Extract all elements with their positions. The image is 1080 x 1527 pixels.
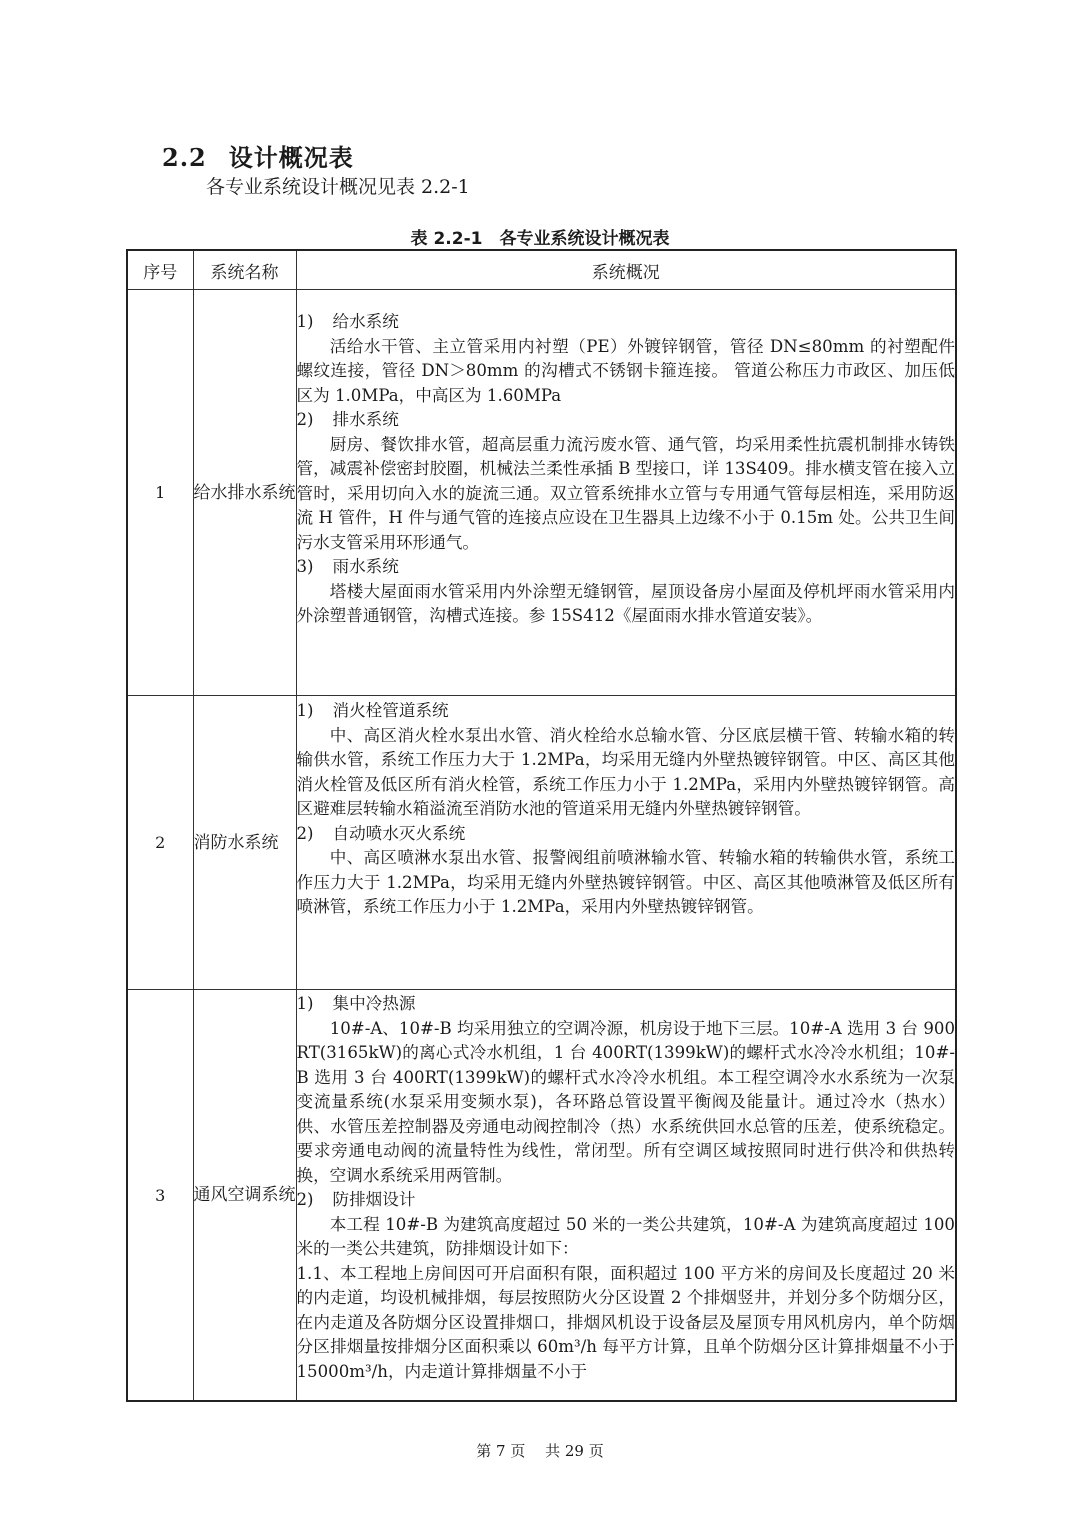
header-desc: 系统概况 (296, 250, 956, 290)
item-marker: 1) (296, 312, 314, 331)
design-overview-table (126, 249, 957, 1402)
item-title: 雨水系统 (332, 557, 399, 576)
table-caption: 表 2.2-1 各专业系统设计概况表 (410, 229, 670, 249)
item-marker: 2) (296, 823, 314, 843)
item-body: 本工程 10#-B 为建筑高度超过 50 米的一类公共建筑，10#-A 为建筑高度超过 100 米的一类公共建筑，防排烟设计如下： (296, 1214, 955, 1258)
item-heading (297, 822, 956, 847)
row-number: 3 (127, 990, 193, 1402)
item-marker: 2) (296, 1190, 314, 1209)
item-title: 集中冷热源 (332, 994, 416, 1013)
item-marker: 1) (296, 701, 314, 720)
system-name: 消防水系统 (193, 696, 296, 990)
item-marker: 2) (296, 410, 314, 429)
item-body: 1.1、本工程地上房间因可开启面积有限，面积超过 100 平方米的房间及长度超过 20 米的内走道，均设机械排烟，每层按照防火分区设置 2 个排烟竖井，并划分多个防烟分区，在内走道及各防烟分区设置排烟口，排烟风机设于设备层及屋顶专用风机房内，单个防烟分区排烟量按排烟分区面积乘以 60m³/h 每平方计算，且单个防烟分区计算排烟量不小于 15000m³/h，内走道计算排烟量不小于 (296, 1263, 955, 1381)
item-title: 自动喷水灭火系统 (332, 823, 466, 843)
item-heading (297, 992, 956, 1017)
table-header-row (127, 250, 956, 290)
item-body: 中、高区喷淋水泵出水管、报警阀组前喷淋输水管、转输水箱的转输供水管，系统工作压力大于 1.2MPa，均采用无缝内外壁热镀锌钢管。中区、高区其他喷淋管及低区所有喷淋管，系统工作压力小于 1.2MPa，采用内外壁热镀锌钢管。 (296, 848, 955, 916)
row-number: 2 (127, 696, 193, 990)
section-heading (162, 138, 354, 173)
item-marker: 1) (296, 994, 314, 1013)
system-name: 给水排水系统 (193, 290, 296, 696)
item-marker: 3) (296, 557, 314, 576)
item-heading (297, 408, 956, 433)
table-row (127, 990, 956, 1402)
section-intro: 各专业系统设计概况见表 2.2-1 (206, 176, 470, 198)
item-title: 消火栓管道系统 (332, 701, 449, 720)
item-title: 排水系统 (332, 410, 399, 429)
system-overview (296, 696, 956, 990)
system-overview (296, 990, 956, 1402)
section-title: 设计概况表 (228, 143, 354, 172)
item-heading (297, 310, 956, 335)
table-row (127, 696, 956, 990)
item-heading (297, 699, 956, 724)
page-footer: 第 7 页 共 29 页 (476, 1442, 604, 1460)
item-heading (297, 555, 956, 580)
table-row (127, 290, 956, 696)
row-number: 1 (127, 290, 193, 696)
item-body: 中、高区消火栓水泵出水管、消火栓给水总输水管、分区底层横干管、转输水箱的转输供水管，系统工作压力大于 1.2MPa，均采用无缝内外壁热镀锌钢管。中区、高区其他消火栓管及低区所有消火栓管，系统工作压力小于 1.2MPa，采用内外壁热镀锌钢管。高区避难层转输水箱溢流至消防水池的管道采用无缝内外壁热镀锌钢管。 (296, 725, 955, 818)
item-body: 厨房、餐饮排水管，超高层重力流污废水管、通气管，均采用柔性抗震机制排水铸铁管，减震补偿密封胶圈，机械法兰柔性承插 B 型接口，详 13S409。排水横支管在接入立管时，采用切向入水的旋流三通。双立管系统排水立管与专用通气管每层相连，采用防返流 H 管件，H 件与通气管的连接点应设在卫生器具上边缘不小于 0.15m 处。公共卫生间污水支管采用环形通气。 (296, 434, 955, 552)
item-body: 塔楼大屋面雨水管采用内外涂塑无缝钢管，屋顶设备房小屋面及停机坪雨水管采用内外涂塑普通钢管，沟槽式连接。参 15S412《屋面雨水排水管道安装》。 (296, 581, 955, 625)
section-number: 2.2 (162, 143, 207, 172)
item-title: 给水系统 (332, 312, 399, 331)
system-overview (296, 290, 956, 696)
item-body: 10#-A、10#-B 均采用独立的空调冷源，机房设于地下三层。10#-A 选用 3 台 900RT(3165kW)的离心式冷水机组，1 台 400RT(1399kW)的螺杆式水冷冷水机组；10#-B 选用 3 台 400RT(1399kW)的螺杆式水冷冷水机组。本工程空调冷水水系统为一次泵变流量系统(水泵采用变频水泵)，各环路总管设置平衡阀及能量计。通过冷水（热水）供、水管压差控制器及旁通电动阀控制冷（热）水系统供回水总管的压差，使系统稳定。要求旁通电动阀的流量特性为线性，常闭型。所有空调区域按照同时进行供冷和供热转换，空调水系统采用两管制。 (296, 1018, 955, 1185)
item-heading (297, 1188, 956, 1213)
header-name: 系统名称 (193, 250, 296, 290)
header-no: 序号 (127, 250, 193, 290)
system-name: 通风空调系统 (193, 990, 296, 1402)
item-body: 活给水干管、主立管采用内衬塑（PE）外镀锌钢管，管径 DN≤80mm 的衬塑配件螺纹连接，管径 DN＞80mm 的沟槽式不锈钢卡箍连接。 管道公称压力市政区、加压低区为 1.0MPa，中高区为 1.60MPa (296, 336, 955, 405)
item-title: 防排烟设计 (332, 1190, 416, 1209)
